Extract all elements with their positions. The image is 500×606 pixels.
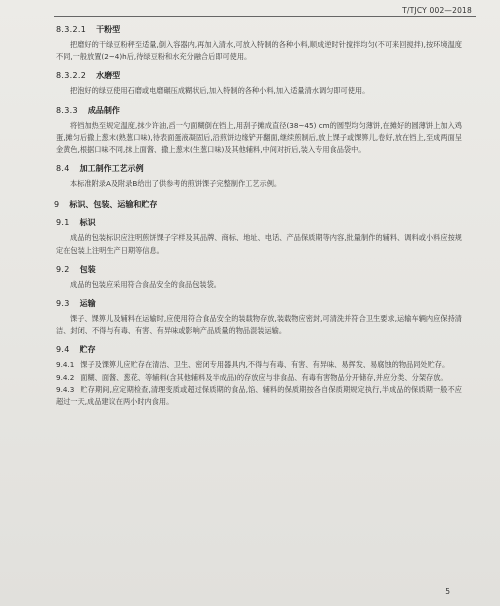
paragraph-dry-powder: 把磨好的干绿豆粉秤至适量,倒入容器内,再加入清水,可放入特制的各种小料,顺成逆时针搅拌均匀(不可来回搅拌),按环境温度不同,一般放置(2~4)h后,待绿豆粉和水充分融合后即可使用。 bbox=[56, 40, 462, 62]
section-number: 9.4 bbox=[56, 345, 70, 355]
clause-text: 面糊、面酱、葱花、等辅料(含其他辅料及半成品)的存放应与非食品、有毒有害物品分开储存,并应分类、分架存放。 bbox=[80, 372, 448, 382]
clause-text: 贮存期间,应定期检查,清理变质或超过保质期的食品,馅、辅料的保质期按各自保质期规定执行,半成品的保质期一般不应超过一天,成品建议在两小时内食用。 bbox=[56, 384, 462, 407]
section-heading-8-4 bbox=[56, 163, 462, 174]
clause-9-4-3 bbox=[56, 384, 462, 408]
section-title: 标识 bbox=[79, 218, 96, 228]
document-id: T/TJCY 002—2018 bbox=[402, 6, 472, 15]
section-number: 8.3.2.2 bbox=[56, 71, 87, 81]
section-number: 9 bbox=[54, 200, 60, 210]
paragraph-process-example: 本标准附录A及附录B给出了供参考的煎饼馃子完整制作工艺示例。 bbox=[70, 179, 282, 189]
clause-number: 9.4.2 bbox=[56, 372, 75, 382]
paragraph-transport: 馃子、馃箅儿及辅料在运输时,应使用符合食品安全的装载物存放,装载物应密封,可清洗并符合卫生要求,运输车辆内应保持清洁、封闭、不得与有毒、有害、有异味或影响产品质量的物品混装运输。 bbox=[56, 314, 462, 336]
section-title: 加工制作工艺示例 bbox=[79, 164, 144, 174]
page-number: 5 bbox=[445, 587, 450, 596]
clause-9-4-2 bbox=[56, 372, 462, 384]
section-number: 9.3 bbox=[56, 299, 70, 309]
clause-text: 馃子及馃箅儿应贮存在清洁、卫生、密闭专用器具内,不得与有毒、有害、有异味、易挥发、易腐蚀的物品同处贮存。 bbox=[80, 360, 450, 370]
section-number: 8.3.2.1 bbox=[56, 25, 87, 34]
paragraph-finished-product: 将铛加热至规定温度,抹少许油,舀一勺面糊倒在铛上,用刮子摊成直径(38~45) cm的圆型均匀薄饼,在摊好的圆薄饼上加入鸡蛋,摊匀后撒上葱末(熟葱口味),待表面蛋液凝固后,沿煎饼边缘铲开翻面,继续煎制后,放上馃子或馃箅儿,卷好,放在铛上,至成两面呈金黄色,根据口味不同,抹上面酱、撒上葱末(生葱口味)及其他辅料,中间对折后,装入专用食品袋中。 bbox=[56, 120, 462, 155]
document-body bbox=[56, 20, 462, 408]
section-title: 成品制作 bbox=[87, 105, 120, 115]
clause-number: 9.4.1 bbox=[56, 360, 75, 370]
section-heading-9-4 bbox=[56, 344, 462, 355]
section-number: 9.2 bbox=[56, 264, 70, 274]
section-heading-9-1 bbox=[56, 217, 462, 228]
section-title: 水磨型 bbox=[96, 71, 121, 81]
section-number: 8.4 bbox=[56, 164, 70, 174]
header-rule bbox=[54, 16, 476, 17]
paragraph-packaging: 成品的包装应采用符合食品安全的食品包装袋。 bbox=[70, 279, 221, 289]
section-heading-8-3-2-2 bbox=[56, 70, 462, 81]
section-heading-8-3-2-1 bbox=[56, 24, 462, 35]
section-title: 标识、包装、运输和贮存 bbox=[69, 200, 158, 210]
paragraph-water-mill: 把泡好的绿豆使用石磨或电磨碾压成糊状后,加入特制的各种小料,加入适量清水调匀即可使用。 bbox=[70, 86, 370, 96]
section-title: 包装 bbox=[79, 264, 96, 274]
section-title: 干粉型 bbox=[96, 25, 121, 34]
paragraph-labeling: 成品的包装标识应注明煎饼馃子字样及其品牌、商标、地址、电话、产品保质期等内容,批量制作的辅料、调料或小料应按规定在包装上注明生产日期等信息。 bbox=[56, 233, 462, 255]
section-number: 8.3.3 bbox=[56, 105, 78, 115]
section-heading-8-3-3 bbox=[56, 105, 462, 116]
section-number: 9.1 bbox=[56, 218, 70, 228]
section-title: 运输 bbox=[79, 299, 96, 309]
section-heading-9-3 bbox=[56, 298, 462, 309]
section-heading-9 bbox=[54, 199, 462, 210]
clause-number: 9.4.3 bbox=[56, 384, 75, 394]
section-title: 贮存 bbox=[79, 345, 96, 355]
section-heading-9-2 bbox=[56, 264, 462, 275]
clause-9-4-1 bbox=[56, 359, 462, 371]
